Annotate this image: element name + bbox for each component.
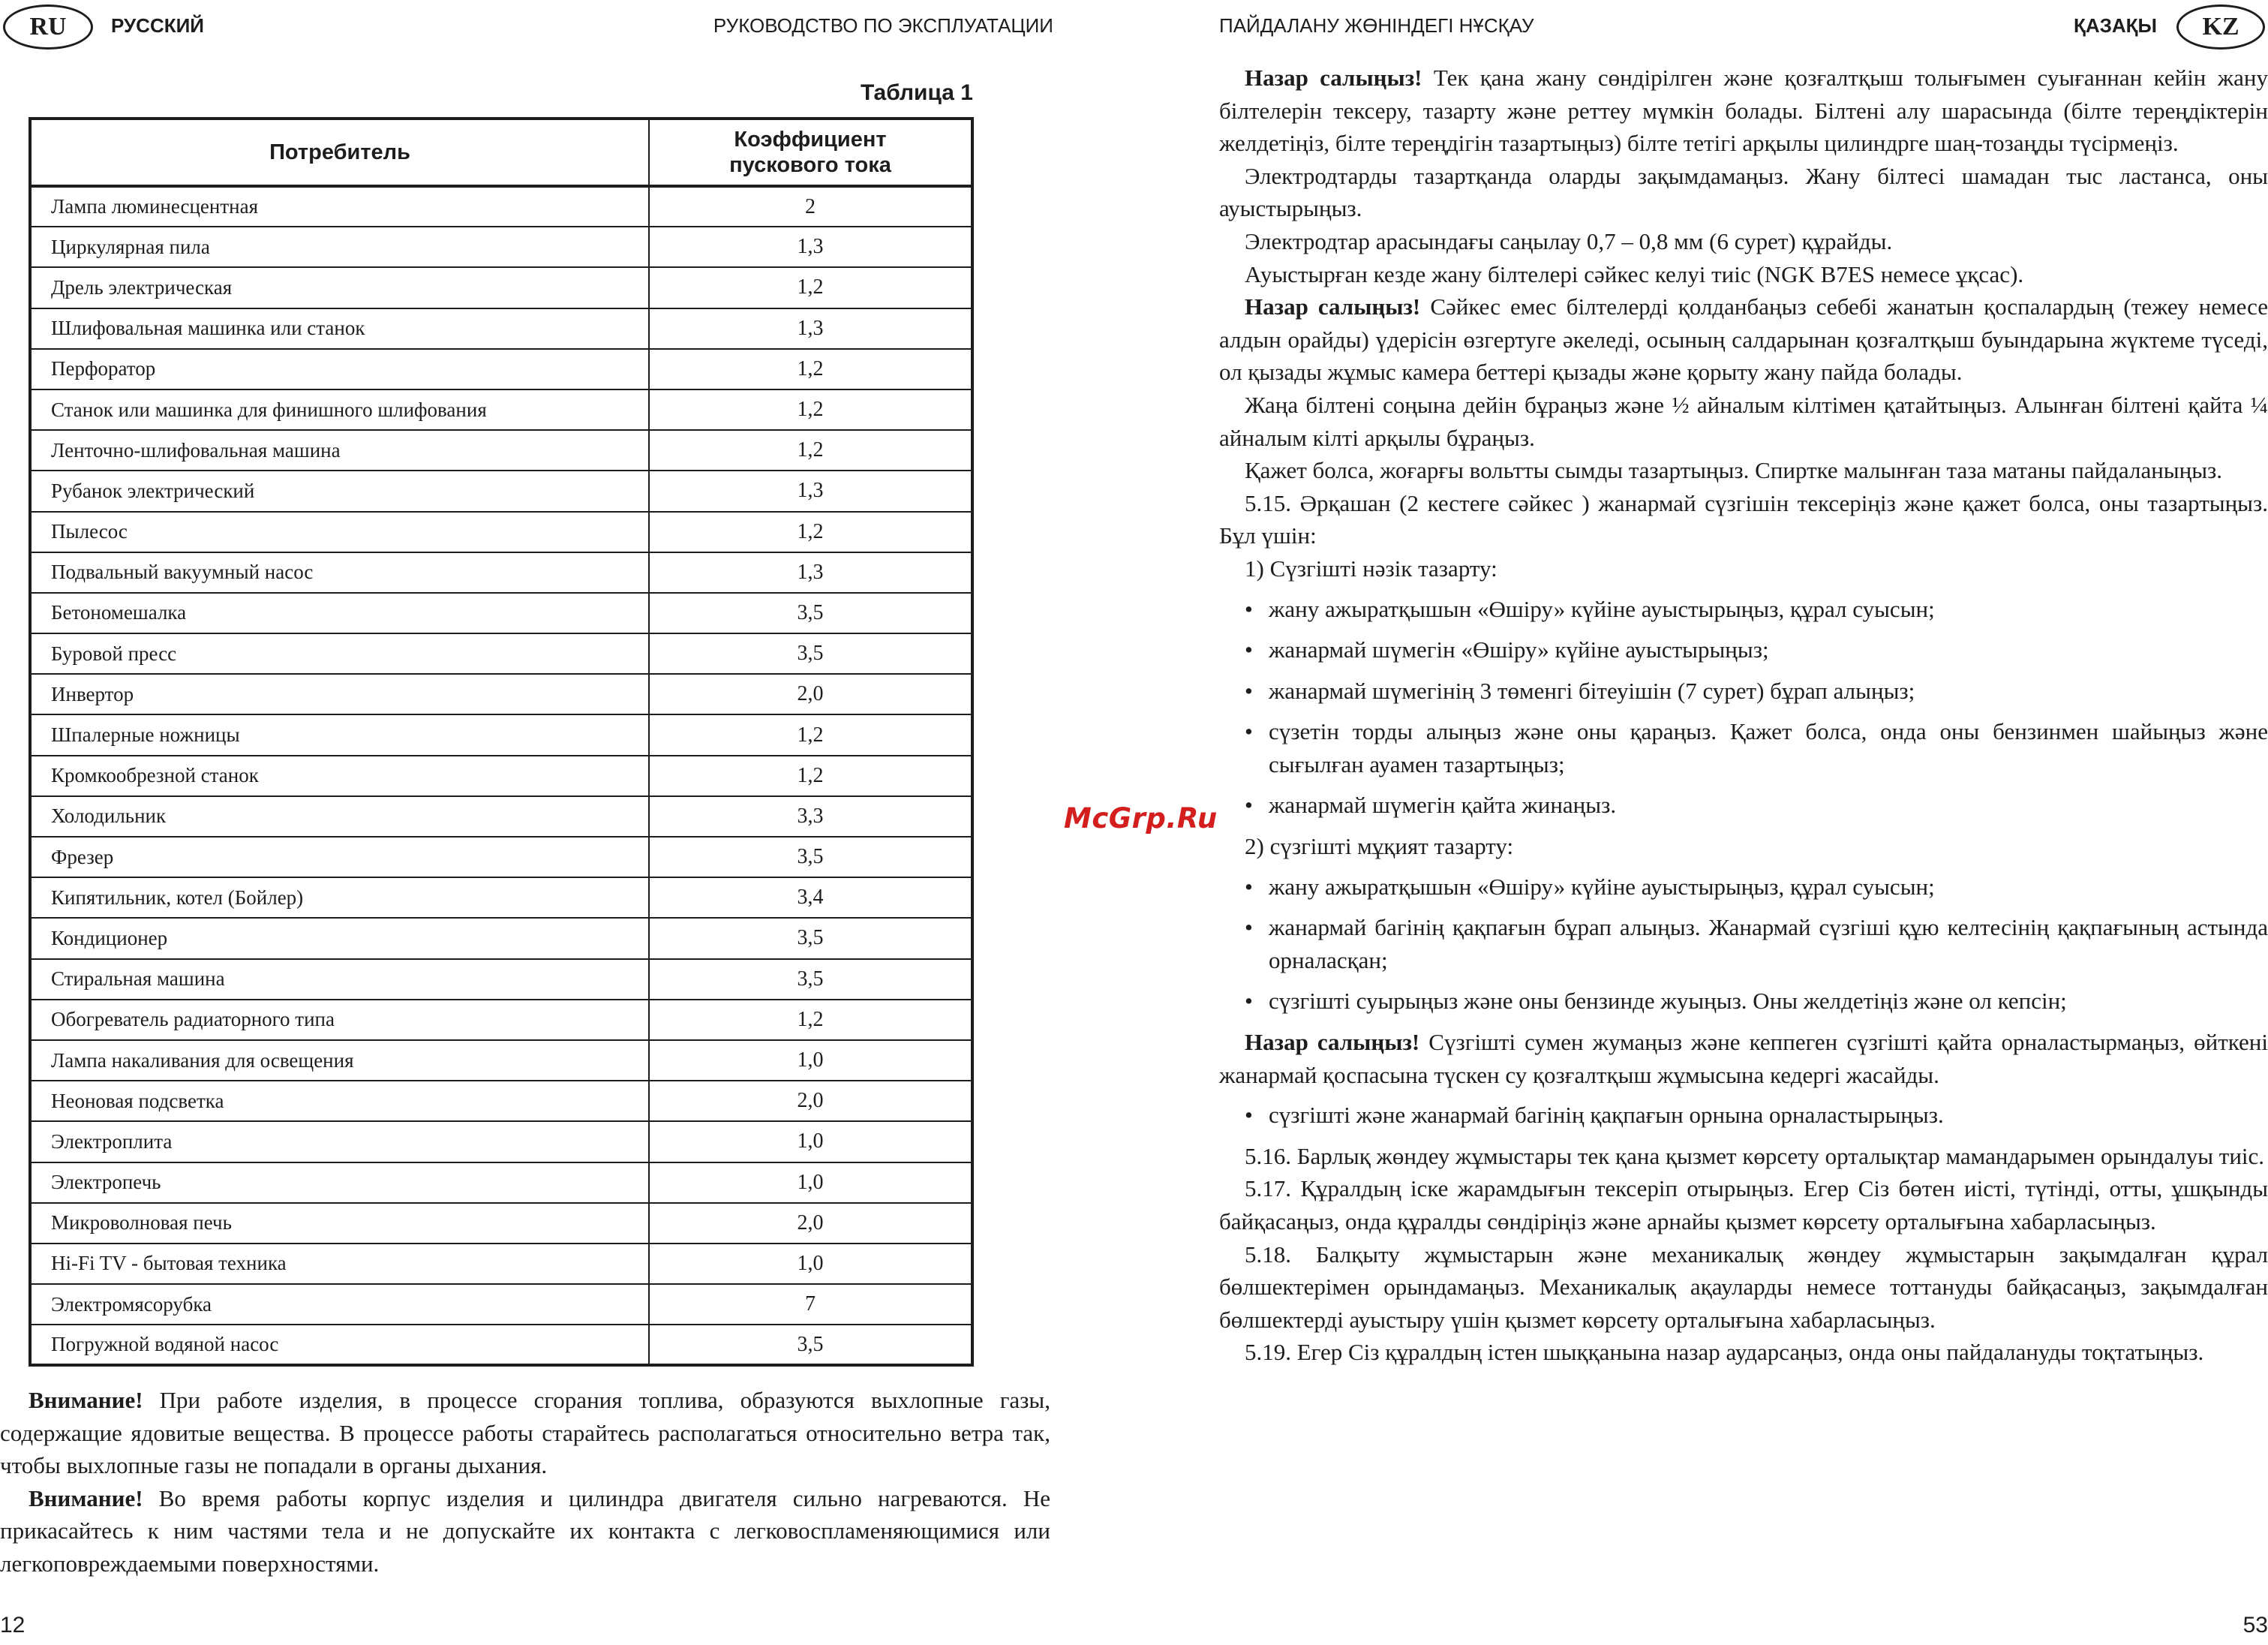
table-row bbox=[30, 471, 972, 511]
table-row bbox=[30, 1040, 972, 1081]
list-item: • жану ажыратқышын «Өшіру» күйіне ауыстырыңыз, құрал суысын; bbox=[1219, 871, 2268, 904]
watermark: McGrp.Ru bbox=[1064, 802, 1218, 835]
paragraph: Электродтар арасындағы саңылау 0,7 – 0,8 мм (6 сурет) құрайды. bbox=[1245, 227, 1893, 254]
coefficient-cell: 2,0 bbox=[649, 674, 972, 714]
column-header-coefficient-line2: пускового тока bbox=[729, 153, 891, 177]
coefficient-cell: 3,5 bbox=[649, 593, 972, 633]
consumer-name-cell: Погружной водяной насос bbox=[30, 1325, 649, 1365]
consumer-name-cell: Лампа накаливания для освещения bbox=[30, 1040, 649, 1081]
table-row bbox=[30, 349, 972, 389]
consumer-name-cell: Кромкообрезной станок bbox=[30, 756, 649, 796]
coefficient-cell: 1,0 bbox=[649, 1244, 972, 1284]
consumer-name-cell: Шлифовальная машинка или станок bbox=[30, 308, 649, 349]
coefficient-cell: 3,5 bbox=[649, 633, 972, 674]
list-item: • жану ажыратқышын «Өшіру» күйіне ауыстырыңыз, құрал суысын; bbox=[1219, 593, 2268, 626]
list-item: • сүзгішті және жанармай багінің қақпағын орнына орналастырыңыз. bbox=[1219, 1099, 2268, 1132]
coefficient-cell: 7 bbox=[649, 1284, 972, 1325]
coefficient-cell: 3,5 bbox=[649, 959, 972, 1000]
paragraph: 5.15. Әрқашан (2 кестеге сәйкес ) жанармай сүзгішін тексеріңіз және қажет болса, оны тазартыңыз. Бұл үшін: bbox=[1219, 489, 2268, 549]
paragraph: 5.17. Құралдың іске жарамдығын тексеріп отырыңыз. Егер Сіз бөтен иісті, түтінді, отты, ұшқынды байқасаңыз, онда құралды сөндіріңіз және арнайы қызмет көрсету орталығына хабарласыңыз. bbox=[1219, 1175, 2268, 1235]
table-row bbox=[30, 227, 972, 267]
table-row bbox=[30, 1162, 972, 1203]
table-row bbox=[30, 837, 972, 877]
coefficient-cell: 1,2 bbox=[649, 756, 972, 796]
consumer-name-cell: Шпалерные ножницы bbox=[30, 714, 649, 755]
coefficient-cell: 1,2 bbox=[649, 1000, 972, 1040]
warning-label-2: Внимание! bbox=[29, 1484, 143, 1511]
right-body-text bbox=[1219, 62, 2268, 1369]
table-caption: Таблица 1 bbox=[860, 80, 973, 105]
paragraph: Электродтарды тазартқанда оларды зақымдамаңыз. Жану білтесі шамадан тыс ластанса, оны ауыстырыңыз. bbox=[1219, 162, 2268, 222]
warning-text-1: При работе изделия, в процессе сгорания топлива, образуются выхлопные газы, содержащие ядовитые вещества. В процессе работы старайтесь располагаться относительно ветра так, чтобы выхлопные газы не попадали в органы дыхания. bbox=[0, 1387, 1050, 1478]
consumer-name-cell: Стиральная машина bbox=[30, 959, 649, 1000]
consumer-name-cell: Холодильник bbox=[30, 796, 649, 837]
consumer-name-cell: Инвертор bbox=[30, 674, 649, 714]
coefficient-cell: 1,2 bbox=[649, 714, 972, 755]
consumer-name-cell: Обогреватель радиаторного типа bbox=[30, 1000, 649, 1040]
table-header-row bbox=[30, 119, 972, 186]
left-page bbox=[0, 0, 1080, 1645]
consumer-name-cell: Фрезер bbox=[30, 837, 649, 877]
paragraph-text: Сәйкес емес білтелерді қолданбаңыз себебі жанатын қоспалардың (тежеу немесе алдын орайды) үдерісін өзгертуге әкеледі, осының салдарынан қозғалтқыш буындарына жүктеме түседі, ол қызады жұмыс камера беттері қызады және қорыту жану пайда болады. bbox=[1219, 293, 2268, 386]
list-item: • жанармай шүмегін «Өшіру» күйіне ауыстырыңыз; bbox=[1219, 633, 2268, 666]
coefficient-cell: 1,3 bbox=[649, 308, 972, 349]
sublist-heading-2: 2) сүзгішті мұқият тазарту: bbox=[1245, 833, 1514, 860]
language-name-kz: ҚАЗАҚЫ bbox=[2073, 14, 2157, 37]
consumer-name-cell: Микроволновая печь bbox=[30, 1203, 649, 1244]
left-warnings bbox=[0, 1384, 1050, 1580]
warning-text-2: Во время работы корпус изделия и цилиндра двигателя сильно нагреваются. Не прикасайтесь к ним частями тела и не допускайте их контакта с легковоспламеняющимися или легкоповреждаемыми поверхностями. bbox=[0, 1484, 1050, 1577]
consumer-name-cell: Электроплита bbox=[30, 1121, 649, 1162]
coefficient-cell: 2,0 bbox=[649, 1203, 972, 1244]
paragraph: 5.18. Балқыту жұмыстарын және механикалық жөндеу жұмыстарын зақымдалған құрал бөлшектерімен орындамаңыз. Механикалық ақауларды немесе тоттануды байқасаңыз, зақымдалған бөлшектерді ауыстыру үшін қызмет көрсету орталығына хабарласыңыз. bbox=[1219, 1241, 2268, 1333]
paragraph: Қажет болса, жоғарғы вольтты сымды тазартыңыз. Спиртке малынған таза матаны пайдаланыңыз. bbox=[1245, 457, 2223, 484]
right-page bbox=[1219, 0, 2268, 1645]
bullet-list-2 bbox=[1219, 871, 2268, 1018]
list-item: • сүзетін торды алыңыз және оны қараңыз. Қажет болса, онда оны бензинмен шайыңыз және сығылған ауамен тазартыңыз; bbox=[1219, 715, 2268, 780]
sublist-heading-1: 1) Сүзгішті нәзік тазарту: bbox=[1245, 555, 1497, 582]
table-row bbox=[30, 308, 972, 349]
language-badge-ru: RU bbox=[3, 5, 93, 50]
coefficient-cell: 1,3 bbox=[649, 471, 972, 511]
table-row bbox=[30, 1203, 972, 1244]
coefficient-cell: 3,3 bbox=[649, 796, 972, 837]
header-title-ru: РУКОВОДСТВО ПО ЭКСПЛУАТАЦИИ bbox=[713, 14, 1053, 37]
table-row bbox=[30, 267, 972, 308]
consumer-name-cell: Кипятильник, котел (Бойлер) bbox=[30, 877, 649, 918]
bullet-list-3 bbox=[1219, 1099, 2268, 1132]
table-body bbox=[30, 186, 972, 1365]
table-row bbox=[30, 1000, 972, 1040]
paragraph: 5.19. Егер Сіз құралдың істен шыққанына назар аударсаңыз, онда оны пайдалануды тоқтатыңыз. bbox=[1245, 1339, 2204, 1366]
column-header-coefficient-line1: Коэффициент bbox=[734, 128, 887, 152]
table-row bbox=[30, 389, 972, 430]
consumer-name-cell: Лампа люминесцентная bbox=[30, 186, 649, 227]
table-row bbox=[30, 714, 972, 755]
language-name-ru: РУССКИЙ bbox=[111, 14, 204, 37]
list-item: • жанармай багінің қақпағын бұрап алыңыз. Жанармай сүзгіші құю келтесінің қақпағының астында орналасқан; bbox=[1219, 911, 2268, 976]
starting-current-table bbox=[29, 117, 974, 1367]
paragraph: Ауыстырған кезде жану білтелері сәйкес келуі тиіс (NGK B7ES немесе ұқсас). bbox=[1245, 260, 2024, 287]
table-row bbox=[30, 430, 972, 471]
coefficient-cell: 1,0 bbox=[649, 1040, 972, 1081]
consumer-name-cell: Электромясорубка bbox=[30, 1284, 649, 1325]
coefficient-cell: 3,4 bbox=[649, 877, 972, 918]
consumer-name-cell: Hi-Fi TV - бытовая техника bbox=[30, 1244, 649, 1284]
table-row bbox=[30, 1284, 972, 1325]
coefficient-cell: 1,2 bbox=[649, 267, 972, 308]
table-row bbox=[30, 918, 972, 958]
paragraph bbox=[1219, 290, 2268, 389]
list-item: • жанармай шүмегін қайта жинаңыз. bbox=[1219, 789, 2268, 822]
column-header-consumer: Потребитель bbox=[30, 119, 649, 186]
consumer-name-cell: Бетономешалка bbox=[30, 593, 649, 633]
header-title-kz: ПАЙДАЛАНУ ЖӨНІНДЕГІ НҰСҚАУ bbox=[1219, 14, 1534, 37]
coefficient-cell: 1,2 bbox=[649, 430, 972, 471]
table-row bbox=[30, 512, 972, 552]
table-row bbox=[30, 1081, 972, 1121]
table-row bbox=[30, 1244, 972, 1284]
coefficient-cell: 2,0 bbox=[649, 1081, 972, 1121]
consumer-name-cell: Пылесос bbox=[30, 512, 649, 552]
coefficient-cell: 1,3 bbox=[649, 227, 972, 267]
warning-paragraph-1 bbox=[0, 1384, 1050, 1482]
coefficient-cell: 3,5 bbox=[649, 918, 972, 958]
table-row bbox=[30, 552, 972, 593]
coefficient-cell: 3,5 bbox=[649, 1325, 972, 1365]
attention-label: Назар салыңыз! bbox=[1245, 65, 1422, 91]
coefficient-cell: 1,0 bbox=[649, 1162, 972, 1203]
consumer-name-cell: Буровой пресс bbox=[30, 633, 649, 674]
coefficient-cell: 1,3 bbox=[649, 552, 972, 593]
coefficient-cell: 1,2 bbox=[649, 512, 972, 552]
consumer-name-cell: Кондиционер bbox=[30, 918, 649, 958]
consumer-name-cell: Станок или машинка для финишного шлифования bbox=[30, 389, 649, 430]
table-row bbox=[30, 796, 972, 837]
paragraph: Жаңа білтені соңына дейін бұраңыз және ½ айналым кілтімен қатайтыңыз. Алынған білтені қайта ¼ айналым кілті арқылы бұраңыз. bbox=[1219, 391, 2268, 451]
paragraph bbox=[1219, 62, 2268, 160]
warning-paragraph-2 bbox=[0, 1482, 1050, 1580]
table-row bbox=[30, 186, 972, 227]
paragraph bbox=[1219, 1026, 2268, 1091]
attention-label: Назар салыңыз! bbox=[1245, 1029, 1420, 1056]
bullet-list-1 bbox=[1219, 593, 2268, 822]
table-row bbox=[30, 1121, 972, 1162]
warning-label-1: Внимание! bbox=[29, 1387, 143, 1413]
consumer-name-cell: Ленточно-шлифовальная машина bbox=[30, 430, 649, 471]
language-badge-kz: KZ bbox=[2176, 5, 2265, 50]
table-row bbox=[30, 633, 972, 674]
list-item: • сүзгішті суырыңыз және оны бензинде жуыңыз. Оны желдетіңіз және ол кепсін; bbox=[1219, 985, 2268, 1018]
table-row bbox=[30, 593, 972, 633]
page-number-right: 53 bbox=[2242, 1613, 2268, 1637]
column-header-coefficient bbox=[649, 119, 972, 186]
attention-label: Назар салыңыз! bbox=[1245, 293, 1421, 320]
table-row bbox=[30, 877, 972, 918]
coefficient-cell: 1,2 bbox=[649, 389, 972, 430]
paragraph-text: Тек қана жану сөндірілген және қозғалтқыш толығымен суығаннан кейін жану білтелерін тексеру, тазарту және реттеу мүмкін болады. Білтені алу шарасында (білте тереңдіктерін желдетіңіз, білте тереңдігін тазартыңыз) білте тетігі арқылы цилиндрге шаң-тозаңды түсірмеңіз. bbox=[1219, 65, 2268, 157]
consumer-name-cell: Рубанок электрический bbox=[30, 471, 649, 511]
coefficient-cell: 1,2 bbox=[649, 349, 972, 389]
page-number-left: 12 bbox=[0, 1613, 26, 1637]
list-item: • жанармай шүмегінің 3 төменгі бітеуішін (7 сурет) бұрап алыңыз; bbox=[1219, 675, 2268, 708]
consumer-name-cell: Электропечь bbox=[30, 1162, 649, 1203]
table-row bbox=[30, 674, 972, 714]
coefficient-cell: 2 bbox=[649, 186, 972, 227]
consumer-name-cell: Циркулярная пила bbox=[30, 227, 649, 267]
consumer-name-cell: Перфоратор bbox=[30, 349, 649, 389]
consumer-name-cell: Подвальный вакуумный насос bbox=[30, 552, 649, 593]
paragraph: 5.16. Барлық жөндеу жұмыстары тек қана қызмет көрсету орталықтар мамандарымен орындалуы тиіс. bbox=[1245, 1142, 2265, 1169]
table-row bbox=[30, 959, 972, 1000]
table-row bbox=[30, 756, 972, 796]
coefficient-cell: 3,5 bbox=[649, 837, 972, 877]
table-row bbox=[30, 1325, 972, 1365]
consumer-name-cell: Неоновая подсветка bbox=[30, 1081, 649, 1121]
coefficient-cell: 1,0 bbox=[649, 1121, 972, 1162]
consumer-name-cell: Дрель электрическая bbox=[30, 267, 649, 308]
paragraph-text: Сүзгішті сумен жумаңыз және кеппеген сүзгішті қайта орналастырмаңыз, өйткені жанармай қоспасына түскен су қозғалтқыш жұмысына кедергі жасайды. bbox=[1219, 1029, 2268, 1088]
